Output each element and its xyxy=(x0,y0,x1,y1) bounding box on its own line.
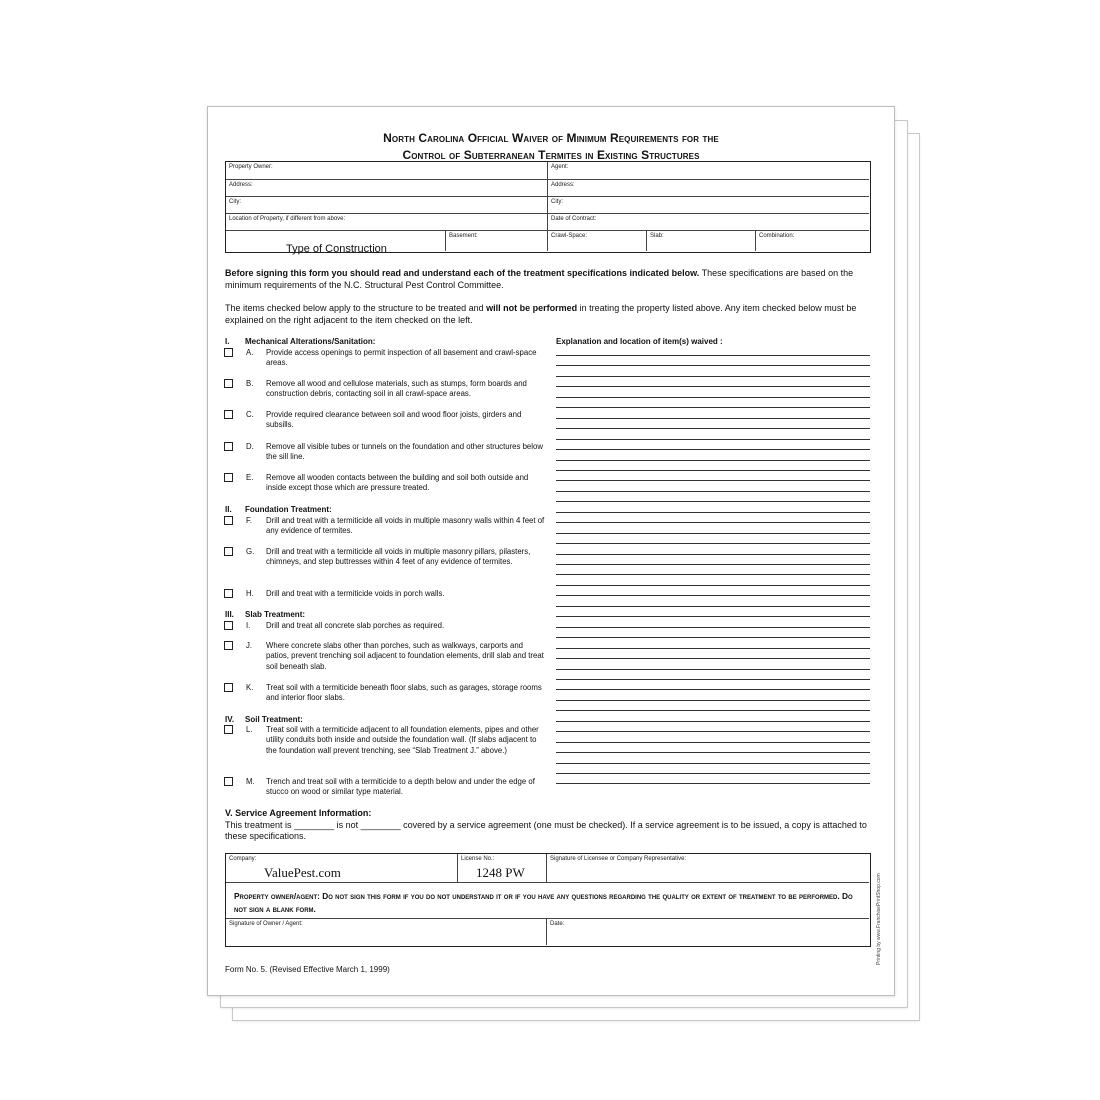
date-field[interactable] xyxy=(547,918,869,945)
agent-label: Agent: xyxy=(551,164,569,170)
date-label: Date: xyxy=(550,921,565,927)
service-agreement-heading: V. Service Agreement Information: xyxy=(225,808,372,818)
item-B-checkbox[interactable] xyxy=(224,379,233,388)
item-E-text: Remove all wooden contacts between the building and soil both outside and inside except those which are pressure treated. xyxy=(266,473,529,493)
item-D-letter: D. xyxy=(246,442,254,451)
intro-paragraph-2 xyxy=(225,303,873,326)
signature-box xyxy=(225,853,871,947)
item-H-checkbox[interactable] xyxy=(224,589,233,598)
location-label: Location of Property, if different from above: xyxy=(229,216,346,222)
item-B-letter: B. xyxy=(246,379,254,388)
owner-signature-field[interactable] xyxy=(226,918,547,945)
item-M-text: Trench and treat soil with a termiticide to a depth below and under the edge of stucco on wood or similar type material. xyxy=(266,777,535,797)
intro-p1-rest: These specifications are based on the minimum requirements of the N.C. Structural Pest Control Committee. xyxy=(225,268,854,290)
item-A-letter: A. xyxy=(246,348,254,357)
item-I-checkbox[interactable] xyxy=(224,621,233,630)
section-heading-1 xyxy=(225,337,375,346)
date-of-contract-field[interactable] xyxy=(548,214,869,231)
explanation-line[interactable] xyxy=(556,386,870,387)
section-1-number: I. xyxy=(225,337,230,346)
explanation-line[interactable] xyxy=(556,355,870,356)
intro-p2-bold: will not be performed xyxy=(486,303,578,313)
property-info-box xyxy=(225,161,871,253)
licensee-signature-field[interactable] xyxy=(547,854,869,883)
explanation-line[interactable] xyxy=(556,470,870,471)
item-G-letter: G. xyxy=(246,547,255,556)
explanation-line[interactable] xyxy=(556,365,870,366)
type-of-construction-cell xyxy=(226,231,446,255)
explanation-line[interactable] xyxy=(556,543,870,544)
explanation-line[interactable] xyxy=(556,763,870,764)
intro-paragraph-1 xyxy=(225,268,873,291)
item-F-letter: F. xyxy=(246,516,253,525)
intro-p1-bold: Before signing this form you should read and understand each of the treatment specifications indicated below. xyxy=(225,268,700,278)
agent-field[interactable] xyxy=(548,162,869,180)
section-3-number: III. xyxy=(225,610,234,619)
item-J-checkbox[interactable] xyxy=(224,641,233,650)
explanation-line[interactable] xyxy=(556,439,870,440)
intro-p2-b: in treating the property listed above. Any item checked below must be explained on the right adjacent to the item checked on the left. xyxy=(225,303,857,325)
explanation-line[interactable] xyxy=(556,721,870,722)
explanation-line[interactable] xyxy=(556,752,870,753)
item-G-checkbox[interactable] xyxy=(224,547,233,556)
explanation-line[interactable] xyxy=(556,742,870,743)
company-label: Company: xyxy=(229,856,257,862)
item-J-letter: J. xyxy=(246,641,253,650)
signing-warning: Property owner/agent: Do not sign this form if you do not understand it or if you have any questions regarding the quality or extent of treatment to be performed. Do not sign a blank form. xyxy=(234,891,853,914)
item-B-text: Remove all wood and cellulose materials, such as stumps, form boards and construction debris, contacting soil in all crawl-space areas. xyxy=(266,379,527,399)
item-E-checkbox[interactable] xyxy=(224,473,233,482)
explanation-line[interactable] xyxy=(556,627,870,628)
item-E-letter: E. xyxy=(246,473,254,482)
owner-signature-label: Signature of Owner / Agent: xyxy=(229,921,303,927)
explanation-line[interactable] xyxy=(556,731,870,732)
slab-field[interactable] xyxy=(647,231,756,251)
explanation-line[interactable] xyxy=(556,480,870,481)
item-K-text: Treat soil with a termiticide beneath floor slabs, such as garages, storage rooms and interior floor slabs. xyxy=(266,683,542,703)
explanation-line[interactable] xyxy=(556,491,870,492)
crawl-space-label: Crawl-Space: xyxy=(551,233,588,239)
company-value: ValuePest.com xyxy=(264,865,341,880)
explanation-line[interactable] xyxy=(556,460,870,461)
explanation-line[interactable] xyxy=(556,574,870,575)
combination-field[interactable] xyxy=(756,231,869,251)
company-field[interactable] xyxy=(226,854,458,883)
item-M-letter: M. xyxy=(246,777,255,786)
explanation-line[interactable] xyxy=(556,637,870,638)
explanation-line[interactable] xyxy=(556,689,870,690)
explanation-line[interactable] xyxy=(556,648,870,649)
item-M-checkbox[interactable] xyxy=(224,777,233,786)
basement-label: Basement: xyxy=(449,233,478,239)
form-title-line-1: North Carolina Official Waiver of Minimum Requirements for the xyxy=(383,131,719,145)
item-C-text: Provide required clearance between soil and wood floor joists, girders and subsills. xyxy=(266,410,522,430)
printer-side-note: Printing by www.FranchisePrintShop.com xyxy=(876,873,882,965)
section-4-number: IV. xyxy=(225,715,235,724)
license-label: License No.: xyxy=(461,856,495,862)
item-K-checkbox[interactable] xyxy=(224,683,233,692)
crawl-space-field[interactable] xyxy=(548,231,647,251)
basement-field[interactable] xyxy=(446,231,548,251)
combination-label: Combination: xyxy=(759,233,795,239)
item-A-text: Provide access openings to permit inspection of all basement and crawl-space areas. xyxy=(266,348,537,368)
item-C-checkbox[interactable] xyxy=(224,410,233,419)
explanation-line[interactable] xyxy=(556,512,870,513)
section-4-title: Soil Treatment: xyxy=(245,715,303,724)
item-L-text: Treat soil with a termiticide adjacent to all foundation elements, pipes and other utility conduits both inside and outside the foundation wall. (If slabs adjacent to the foundation wall prevent trenching, see “Slab Treatment J.” above.) xyxy=(266,725,539,755)
explanation-line[interactable] xyxy=(556,449,870,450)
explanation-line[interactable] xyxy=(556,501,870,502)
city-label-left: City: xyxy=(229,199,241,205)
item-A-checkbox[interactable] xyxy=(224,348,233,357)
item-F-text: Drill and treat with a termiticide all voids in multiple masonry walls within 4 feet of any evidence of termites. xyxy=(266,516,545,536)
explanation-line[interactable] xyxy=(556,616,870,617)
slab-label: Slab: xyxy=(650,233,664,239)
property-owner-label: Property Owner: xyxy=(229,164,273,170)
type-of-construction-label: Type of Construction xyxy=(286,243,387,255)
item-K-letter: K. xyxy=(246,683,254,692)
explanation-header: Explanation and location of item(s) waived : xyxy=(556,337,723,346)
section-2-title: Foundation Treatment: xyxy=(245,505,332,514)
address-label-right: Address: xyxy=(551,182,575,188)
property-owner-field[interactable] xyxy=(226,162,548,180)
license-value: 1248 PW xyxy=(476,865,525,880)
form-page xyxy=(207,106,895,996)
address-label-left: Address: xyxy=(229,182,253,188)
item-G-text: Drill and treat with a termiticide all voids in multiple masonry pillars, pilasters, chimneys, and step buttresses within 4 feet of any evidence of termites. xyxy=(266,547,531,567)
item-I-letter: I. xyxy=(246,621,251,630)
section-heading-3 xyxy=(225,610,305,619)
explanation-line[interactable] xyxy=(556,595,870,596)
form-footer: Form No. 5. (Revised Effective March 1, 1999) xyxy=(225,965,390,974)
section-heading-2 xyxy=(225,505,332,514)
city-field-right[interactable] xyxy=(548,197,869,214)
intro-p2-a: The items checked below apply to the structure to be treated and xyxy=(225,303,487,313)
section-2-number: II. xyxy=(225,505,232,514)
location-field[interactable] xyxy=(226,214,548,231)
explanation-line[interactable] xyxy=(556,783,870,784)
city-field-left[interactable] xyxy=(226,197,548,214)
explanation-line[interactable] xyxy=(556,397,870,398)
explanation-line[interactable] xyxy=(556,407,870,408)
explanation-line[interactable] xyxy=(556,522,870,523)
item-J-text: Where concrete slabs other than porches, such as walkways, carports and patios, prevent trenching soil adjacent to foundation elements, drill slab and treat soil beneath slab. xyxy=(266,641,544,671)
explanation-line[interactable] xyxy=(556,773,870,774)
city-label-right: City: xyxy=(551,199,563,205)
item-I-text: Drill and treat all concrete slab porches as required. xyxy=(266,621,445,630)
explanation-line[interactable] xyxy=(556,658,870,659)
item-D-checkbox[interactable] xyxy=(224,442,233,451)
address-field-left[interactable] xyxy=(226,180,548,197)
explanation-line[interactable] xyxy=(556,418,870,419)
explanation-line[interactable] xyxy=(556,564,870,565)
section-3-title: Slab Treatment: xyxy=(245,610,306,619)
explanation-line[interactable] xyxy=(556,606,870,607)
item-H-letter: H. xyxy=(246,589,254,598)
form-title-line-2: Control of Subterranean Termites in Existing Structures xyxy=(402,148,700,162)
explanation-line[interactable] xyxy=(556,710,870,711)
explanation-line[interactable] xyxy=(556,669,870,670)
licensee-signature-label: Signature of Licensee or Company Representative: xyxy=(550,856,687,862)
item-F-checkbox[interactable] xyxy=(224,516,233,525)
explanation-line[interactable] xyxy=(556,554,870,555)
explanation-line[interactable] xyxy=(556,679,870,680)
section-heading-4 xyxy=(225,715,303,724)
service-agreement-text: This treatment is ________ is not ________ covered by a service agreement (one must be checked). If a service agreement is to be issued, a copy is attached to these specifications. xyxy=(225,820,867,841)
explanation-line[interactable] xyxy=(556,428,870,429)
section-1-title: Mechanical Alterations/Sanitation: xyxy=(245,337,376,346)
item-H-text: Drill and treat with a termiticide voids in porch walls. xyxy=(266,589,445,598)
item-D-text: Remove all visible tubes or tunnels on the foundation and other structures below the sill line. xyxy=(266,442,543,462)
address-field-right[interactable] xyxy=(548,180,869,197)
explanation-line[interactable] xyxy=(556,376,870,377)
item-L-checkbox[interactable] xyxy=(224,725,233,734)
explanation-line[interactable] xyxy=(556,700,870,701)
explanation-line[interactable] xyxy=(556,533,870,534)
explanation-line[interactable] xyxy=(556,585,870,586)
date-of-contract-label: Date of Contract: xyxy=(551,216,597,222)
license-field[interactable] xyxy=(458,854,547,883)
item-C-letter: C. xyxy=(246,410,254,419)
item-L-letter: L. xyxy=(246,725,253,734)
